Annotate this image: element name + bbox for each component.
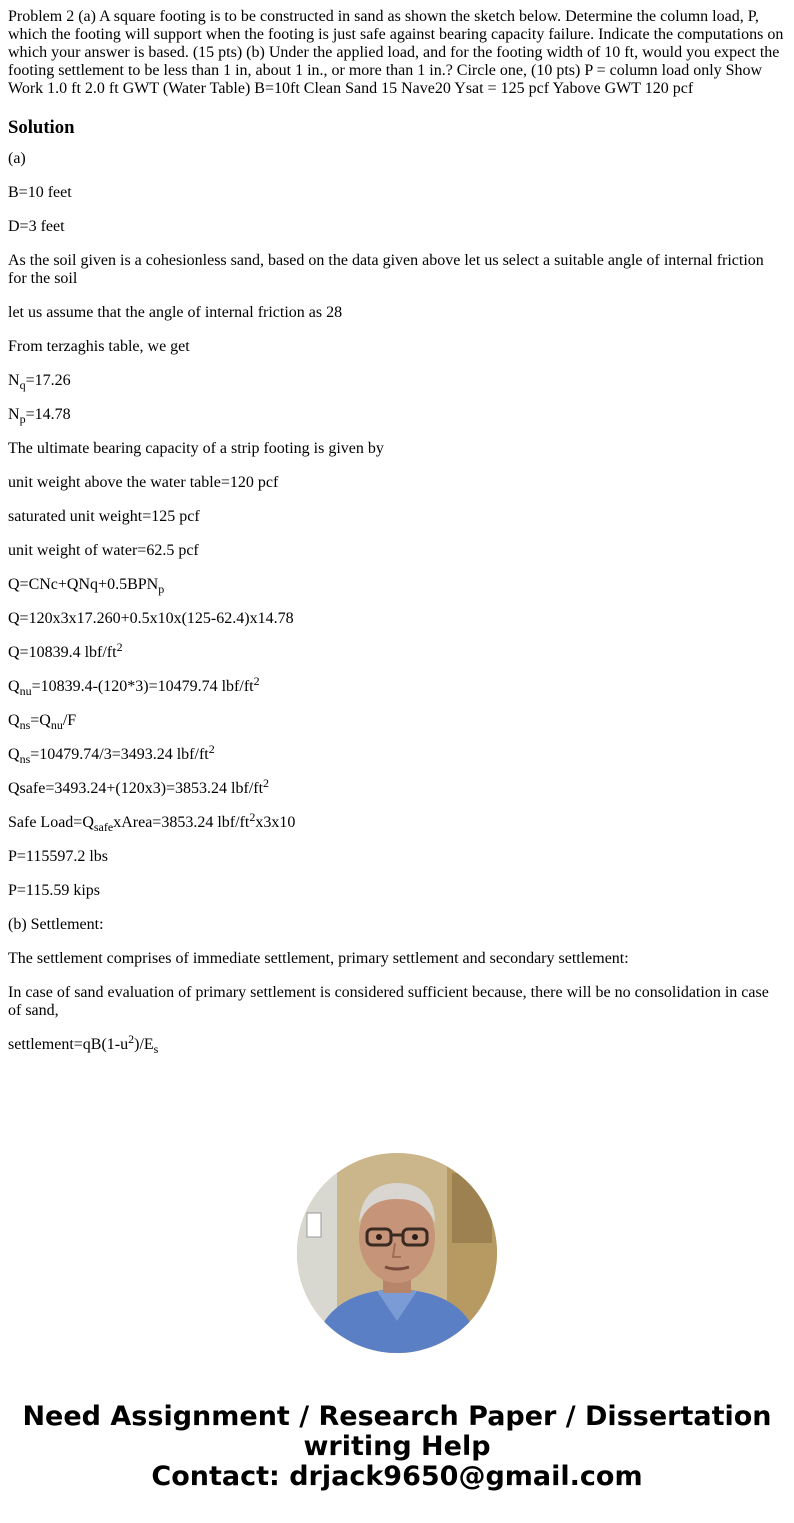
part-b-label: (b) Settlement:: [8, 916, 104, 933]
load-kips-line: P=115.59 kips: [8, 882, 100, 899]
promo-line-2: writing Help: [303, 1431, 491, 1462]
load-lbs-line: P=115597.2 lbs: [8, 848, 108, 865]
q-value-line: Q=10839.4 lbf/$ft^2$: [8, 640, 123, 661]
qnu-line: $Q_{nu}=10839.4-(120*3)=10479.74$ lbf/$ft^2$: [8, 674, 260, 698]
footing-depth-line: D=3 feet: [8, 218, 65, 235]
promo-contact: Contact: drjack9650@gmail.com: [151, 1461, 643, 1492]
safe-load-line: Safe $Load=Q_{safe}xArea=3853.24$ lbf/$ft^2x3x10$: [8, 810, 296, 834]
sand-settlement-note: In case of sand evaluation of primary settlement is considered sufficient because, there will be no consolidation in case of sand,: [8, 984, 769, 1019]
friction-angle-line: let us assume that the angle of internal friction as 28: [8, 304, 343, 321]
problem-statement: Problem 2 (a) A square footing is to be constructed in sand as shown the sketch below. Determine the column load, P, which the footing will support when the footing is just safe against bearing capacity failure. Indicate the computations on which your answer is based. (15 pts) (b) Under the applied load, and for the footing width of 10 ft, would you expect the footing settlement to be less than 1 in, about 1 in., or more than 1 in.? Circle one, (10 pts) P = column load only Show Work 1.0 ft 2.0 ft GWT (Water Table) B=10ft Clean Sand 15 Nave20 Ysat = 125 pcf Yabove GWT 120 pcf: [8, 8, 784, 97]
ultimate-bearing-line: The ultimate bearing capacity of a strip footing is given by: [8, 440, 384, 457]
qsafe-line: Qsafe=3493.24+(120x3)=3853.24 lbf/$ft^2$: [8, 776, 270, 797]
qns-value-line: $Q_{ns}=10479.74/3=3493.24$ lbf/$ft^2$: [8, 742, 215, 766]
settlement-formula-line: $settlement=qB(1-u^2)/E_s$: [8, 1032, 159, 1056]
author-avatar: [297, 1153, 497, 1353]
terzaghi-line: From terzaghis table, we get: [8, 338, 190, 355]
saturated-unit-weight-line: saturated unit weight=125 pcf: [8, 508, 200, 525]
nq-line: $N_q=17.26$: [8, 372, 71, 392]
unit-weight-above-line: unit weight above the water table=120 pcf: [8, 474, 279, 491]
q-formula-line: $Q=CNc+QNq+0.5BPN_p$: [8, 576, 165, 596]
solution-heading: Solution: [8, 117, 75, 138]
footing-width-line: B=10 feet: [8, 184, 72, 201]
part-a-label: (a): [8, 150, 26, 167]
qns-formula-line: $Q_{ns}=Q_{nu}/F$: [8, 712, 77, 732]
promo-banner: [0, 1402, 794, 1492]
np-line: $N_p=14.78$: [8, 406, 71, 426]
water-unit-weight-line: unit weight of water=62.5 pcf: [8, 542, 199, 559]
soil-note: As the soil given is a cohesionless sand, based on the data given above let us select a suitable angle of internal friction for the soil: [8, 252, 764, 287]
q-substitution-line: Q=120x3x17.260+0.5x10x(125-62.4)x14.78: [8, 610, 294, 627]
promo-line-1: Need Assignment / Research Paper / Dissertation: [22, 1401, 772, 1432]
settlement-components-line: The settlement comprises of immediate settlement, primary settlement and secondary settlement:: [8, 950, 629, 967]
